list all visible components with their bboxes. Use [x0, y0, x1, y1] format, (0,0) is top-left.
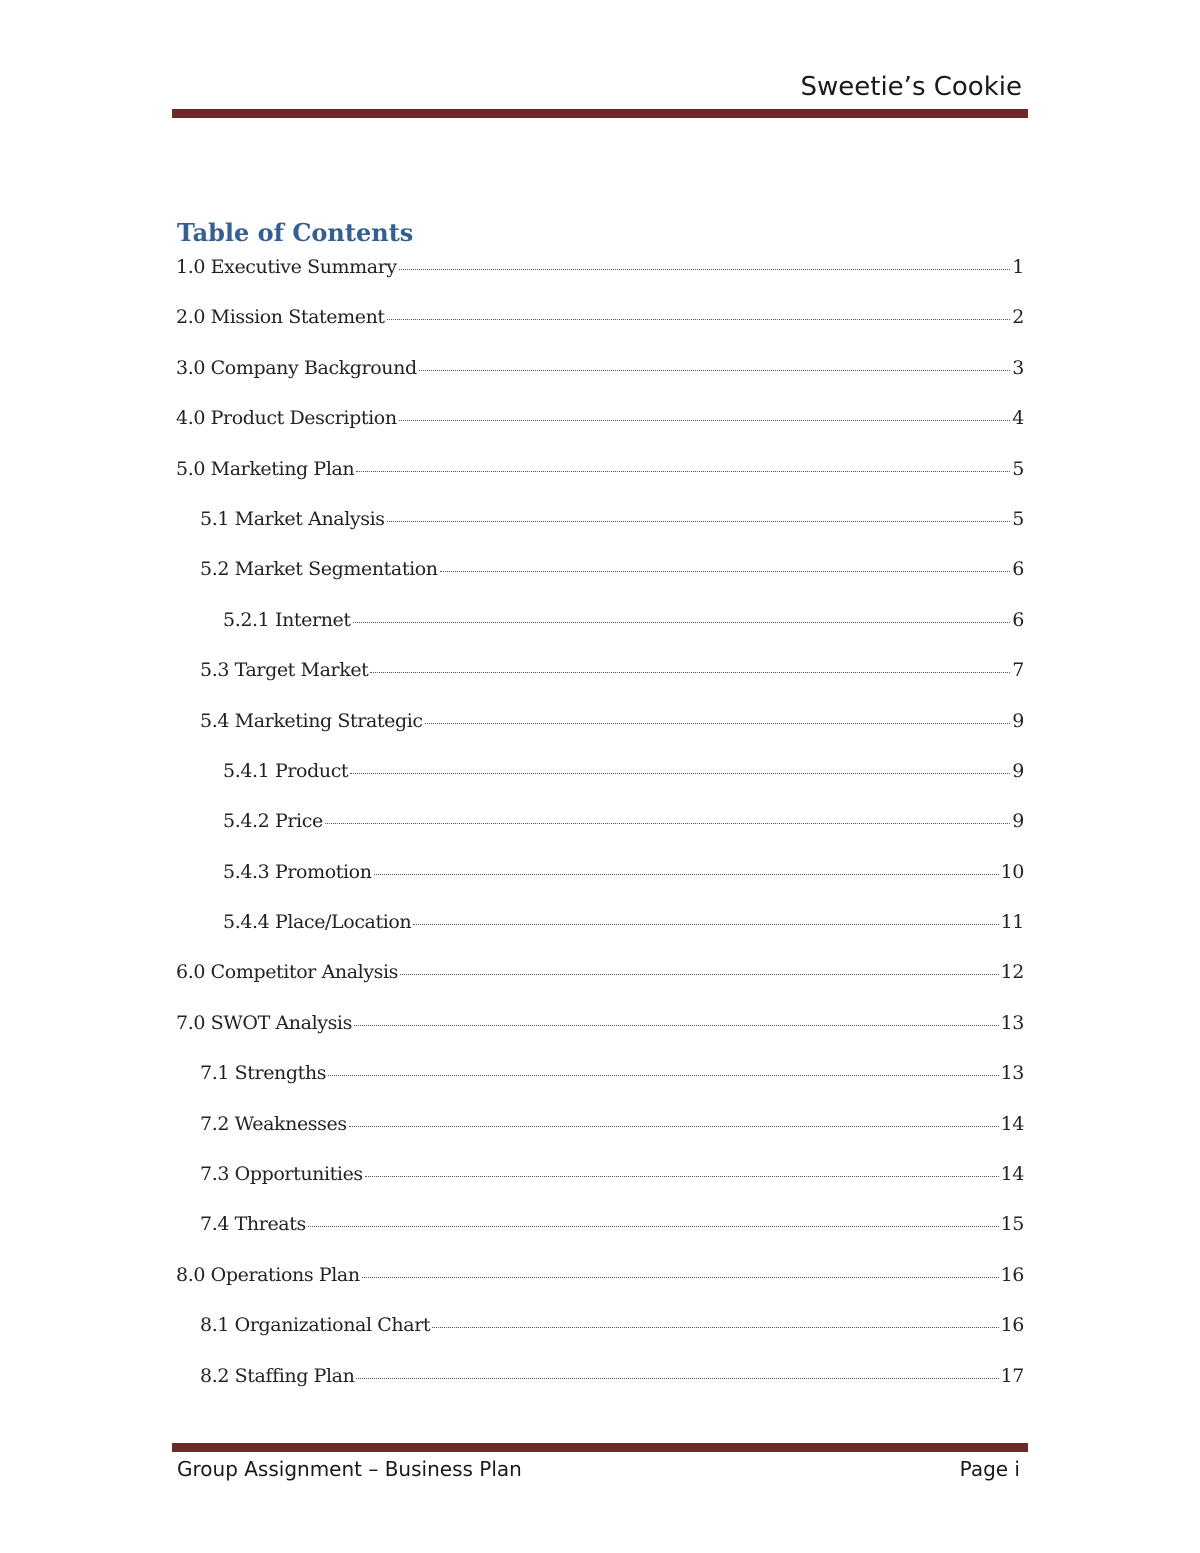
toc-entry-title: 5.4.1 Product	[223, 759, 349, 782]
toc-entry[interactable]	[176, 710, 1024, 760]
toc-entry[interactable]	[176, 407, 1024, 457]
toc-entry-page: 13	[1000, 1062, 1024, 1085]
toc-entry[interactable]	[176, 558, 1024, 608]
toc-entry-page: 16	[1000, 1314, 1024, 1337]
toc-entry[interactable]	[176, 1012, 1024, 1062]
toc-entry-page: 13	[1000, 1011, 1024, 1034]
toc-entry[interactable]	[176, 1264, 1024, 1314]
footer-rule	[172, 1443, 1028, 1452]
toc-entry-title: 5.1 Market Analysis	[200, 507, 385, 530]
toc-entry-title: 7.3 Opportunities	[200, 1163, 363, 1186]
toc-dot-leader	[328, 1075, 999, 1076]
toc-dot-leader	[399, 269, 1011, 270]
toc-entry-page: 5	[1012, 507, 1024, 530]
toc-dot-leader	[362, 1277, 999, 1278]
toc-entry-title: 6.0 Competitor Analysis	[176, 961, 399, 984]
toc-dot-leader	[365, 1176, 999, 1177]
toc-entry-title: 5.4.3 Promotion	[223, 860, 372, 883]
toc-entry-title: 5.3 Target Market	[200, 659, 369, 682]
toc-entry-page: 15	[1000, 1213, 1024, 1236]
footer-document-title: Group Assignment – Business Plan	[177, 1457, 522, 1481]
toc-entry-title: 5.4.4 Place/Location	[223, 911, 412, 934]
toc-entry[interactable]	[176, 1213, 1024, 1263]
toc-entry-page: 1	[1012, 256, 1024, 278]
toc-dot-leader	[370, 672, 1010, 673]
toc-entry-page: 9	[1012, 810, 1024, 833]
toc-entry-title: 8.2 Staffing Plan	[200, 1364, 355, 1387]
toc-entry[interactable]	[176, 1365, 1024, 1415]
toc-entry[interactable]	[176, 760, 1024, 810]
toc-entry[interactable]	[176, 861, 1024, 911]
toc-entry[interactable]	[176, 1163, 1024, 1213]
toc-entry[interactable]	[176, 256, 1024, 306]
toc-entry[interactable]	[176, 659, 1024, 709]
toc-entry-page: 6	[1012, 608, 1024, 631]
footer-page-number: Page i	[959, 1457, 1020, 1481]
header-rule	[172, 109, 1028, 118]
toc-entry[interactable]	[176, 306, 1024, 356]
toc-entry-page: 9	[1012, 709, 1024, 732]
toc-entry[interactable]	[176, 458, 1024, 508]
table-of-contents	[176, 256, 1024, 1415]
toc-dot-leader	[413, 924, 998, 925]
toc-entry-title: 7.2 Weaknesses	[200, 1112, 347, 1135]
toc-dot-leader	[399, 420, 1011, 421]
toc-dot-leader	[349, 1126, 999, 1127]
toc-dot-leader	[353, 622, 1011, 623]
toc-dot-leader	[308, 1226, 999, 1227]
toc-entry-title: 5.2 Market Segmentation	[200, 558, 438, 581]
toc-entry-title: 4.0 Product Description	[176, 407, 397, 430]
toc-entry-title: 5.0 Marketing Plan	[176, 457, 355, 480]
toc-entry-title: 1.0 Executive Summary	[176, 256, 397, 278]
toc-dot-leader	[350, 773, 1010, 774]
toc-entry-title: 3.0 Company Background	[176, 356, 417, 379]
toc-entry-page: 14	[1000, 1163, 1024, 1186]
toc-entry-page: 17	[1000, 1364, 1024, 1387]
toc-entry[interactable]	[176, 508, 1024, 558]
toc-dot-leader	[440, 571, 1011, 572]
toc-entry-page: 11	[1000, 911, 1024, 934]
toc-entry-page: 12	[1000, 961, 1024, 984]
toc-entry-title: 5.4 Marketing Strategic	[200, 709, 423, 732]
toc-entry[interactable]	[176, 1314, 1024, 1364]
toc-dot-leader	[419, 370, 1011, 371]
toc-dot-leader	[325, 823, 1010, 824]
toc-dot-leader	[356, 1378, 998, 1379]
toc-entry[interactable]	[176, 1113, 1024, 1163]
toc-entry[interactable]	[176, 810, 1024, 860]
toc-dot-leader	[354, 1025, 999, 1026]
toc-entry-title: 2.0 Mission Statement	[176, 306, 385, 329]
toc-entry[interactable]	[176, 357, 1024, 407]
toc-entry[interactable]	[176, 1062, 1024, 1112]
toc-entry-page: 7	[1012, 659, 1024, 682]
toc-entry-title: 8.1 Organizational Chart	[200, 1314, 431, 1337]
toc-dot-leader	[400, 974, 999, 975]
toc-dot-leader	[387, 319, 1011, 320]
toc-entry-title: 7.0 SWOT Analysis	[176, 1011, 352, 1034]
toc-entry-page: 4	[1012, 407, 1024, 430]
toc-entry-page: 16	[1000, 1263, 1024, 1286]
toc-dot-leader	[374, 874, 999, 875]
toc-entry[interactable]	[176, 609, 1024, 659]
toc-entry-title: 7.4 Threats	[200, 1213, 306, 1236]
toc-entry-page: 3	[1012, 356, 1024, 379]
toc-entry[interactable]	[176, 911, 1024, 961]
header-title: Sweetie’s Cookie	[800, 72, 1022, 102]
toc-entry-page: 2	[1012, 306, 1024, 329]
toc-entry-title: 8.0 Operations Plan	[176, 1263, 360, 1286]
toc-entry-page: 10	[1000, 860, 1024, 883]
toc-entry-page: 5	[1012, 457, 1024, 480]
toc-entry-title: 5.4.2 Price	[223, 810, 323, 833]
toc-entry-title: 7.1 Strengths	[200, 1062, 327, 1085]
toc-entry-page: 14	[1000, 1112, 1024, 1135]
toc-entry-page: 6	[1012, 558, 1024, 581]
toc-entry-page: 9	[1012, 759, 1024, 782]
toc-dot-leader	[425, 723, 1011, 724]
toc-dot-leader	[356, 471, 1010, 472]
toc-dot-leader	[432, 1327, 999, 1328]
toc-entry[interactable]	[176, 961, 1024, 1011]
toc-dot-leader	[387, 521, 1011, 522]
toc-heading: Table of Contents	[177, 218, 414, 247]
toc-entry-title: 5.2.1 Internet	[223, 608, 351, 631]
